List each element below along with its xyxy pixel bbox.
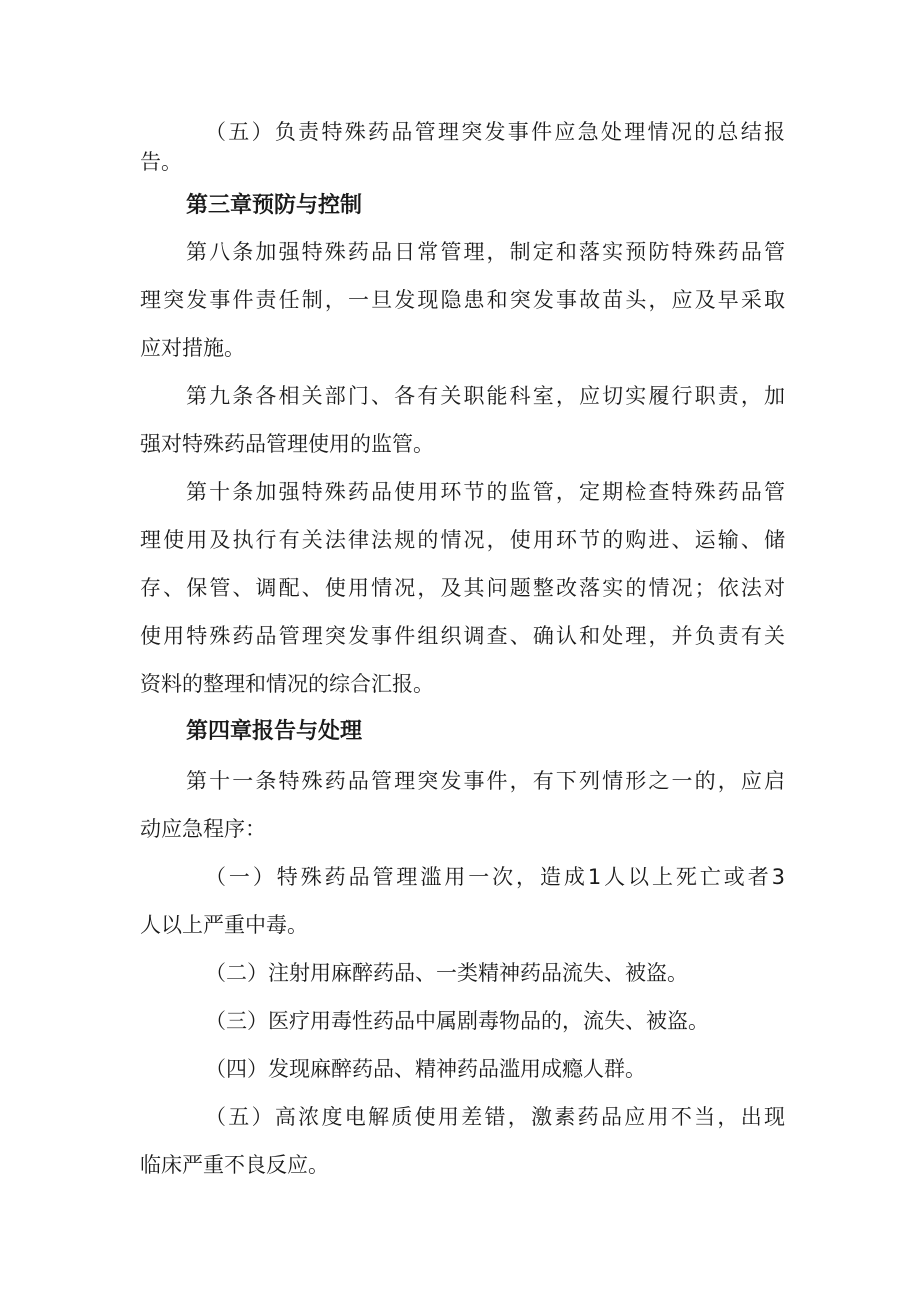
paragraph-line: 临床严重不良反应。 [140, 1153, 329, 1177]
paragraph-line: （四）发现麻醉药品、精神药品滥用成瘾人群。 [205, 1057, 646, 1081]
paragraph-line: 第八条加强特殊药品日常管理，制定和落实预防特殊药品管 [186, 240, 785, 264]
paragraph-line: 应对措施。 [140, 336, 245, 360]
paragraph-line: （一）特殊药品管理滥用一次，造成1人以上死亡或者3 [205, 865, 785, 889]
paragraph-line: 存、保管、调配、使用情况，及其问题整改落实的情况；依法对 [140, 576, 785, 600]
chapter-heading: 第三章预防与控制 [186, 193, 363, 218]
paragraph-line: 理使用及执行有关法律法规的情况，使用环节的购进、运输、储 [140, 528, 785, 552]
paragraph-line: 第十条加强特殊药品使用环节的监管，定期检查特殊药品管 [186, 480, 785, 504]
paragraph-line: 第十一条特殊药品管理突发事件，有下列情形之一的，应启 [186, 769, 785, 793]
paragraph-line: 第九条各相关部门、各有关职能科室，应切实履行职责，加 [186, 384, 785, 408]
paragraph-line: 使用特殊药品管理突发事件组织调查、确认和处理，并负责有关 [140, 624, 785, 648]
paragraph-line: 资料的整理和情况的综合汇报。 [140, 672, 434, 696]
paragraph-line: （五）负责特殊药品管理突发事件应急处理情况的总结报 [205, 120, 785, 144]
paragraph-line: 强对特殊药品管理使用的监管。 [140, 432, 434, 456]
paragraph-line: 动应急程序： [140, 817, 266, 841]
paragraph-line: （三）医疗用毒性药品中属剧毒物品的，流失、被盗。 [205, 1009, 709, 1033]
paragraph-line: 告。 [140, 150, 182, 174]
paragraph-line: 人以上严重中毒。 [140, 913, 308, 937]
paragraph-line: （五）高浓度电解质使用差错，激素药品应用不当，出现 [205, 1105, 785, 1129]
chapter-heading: 第四章报告与处理 [186, 719, 363, 744]
paragraph-line: 理突发事件责任制，一旦发现隐患和突发事故苗头，应及早采取 [140, 288, 785, 312]
paragraph-line: （二）注射用麻醉药品、一类精神药品流失、被盗。 [205, 961, 688, 985]
